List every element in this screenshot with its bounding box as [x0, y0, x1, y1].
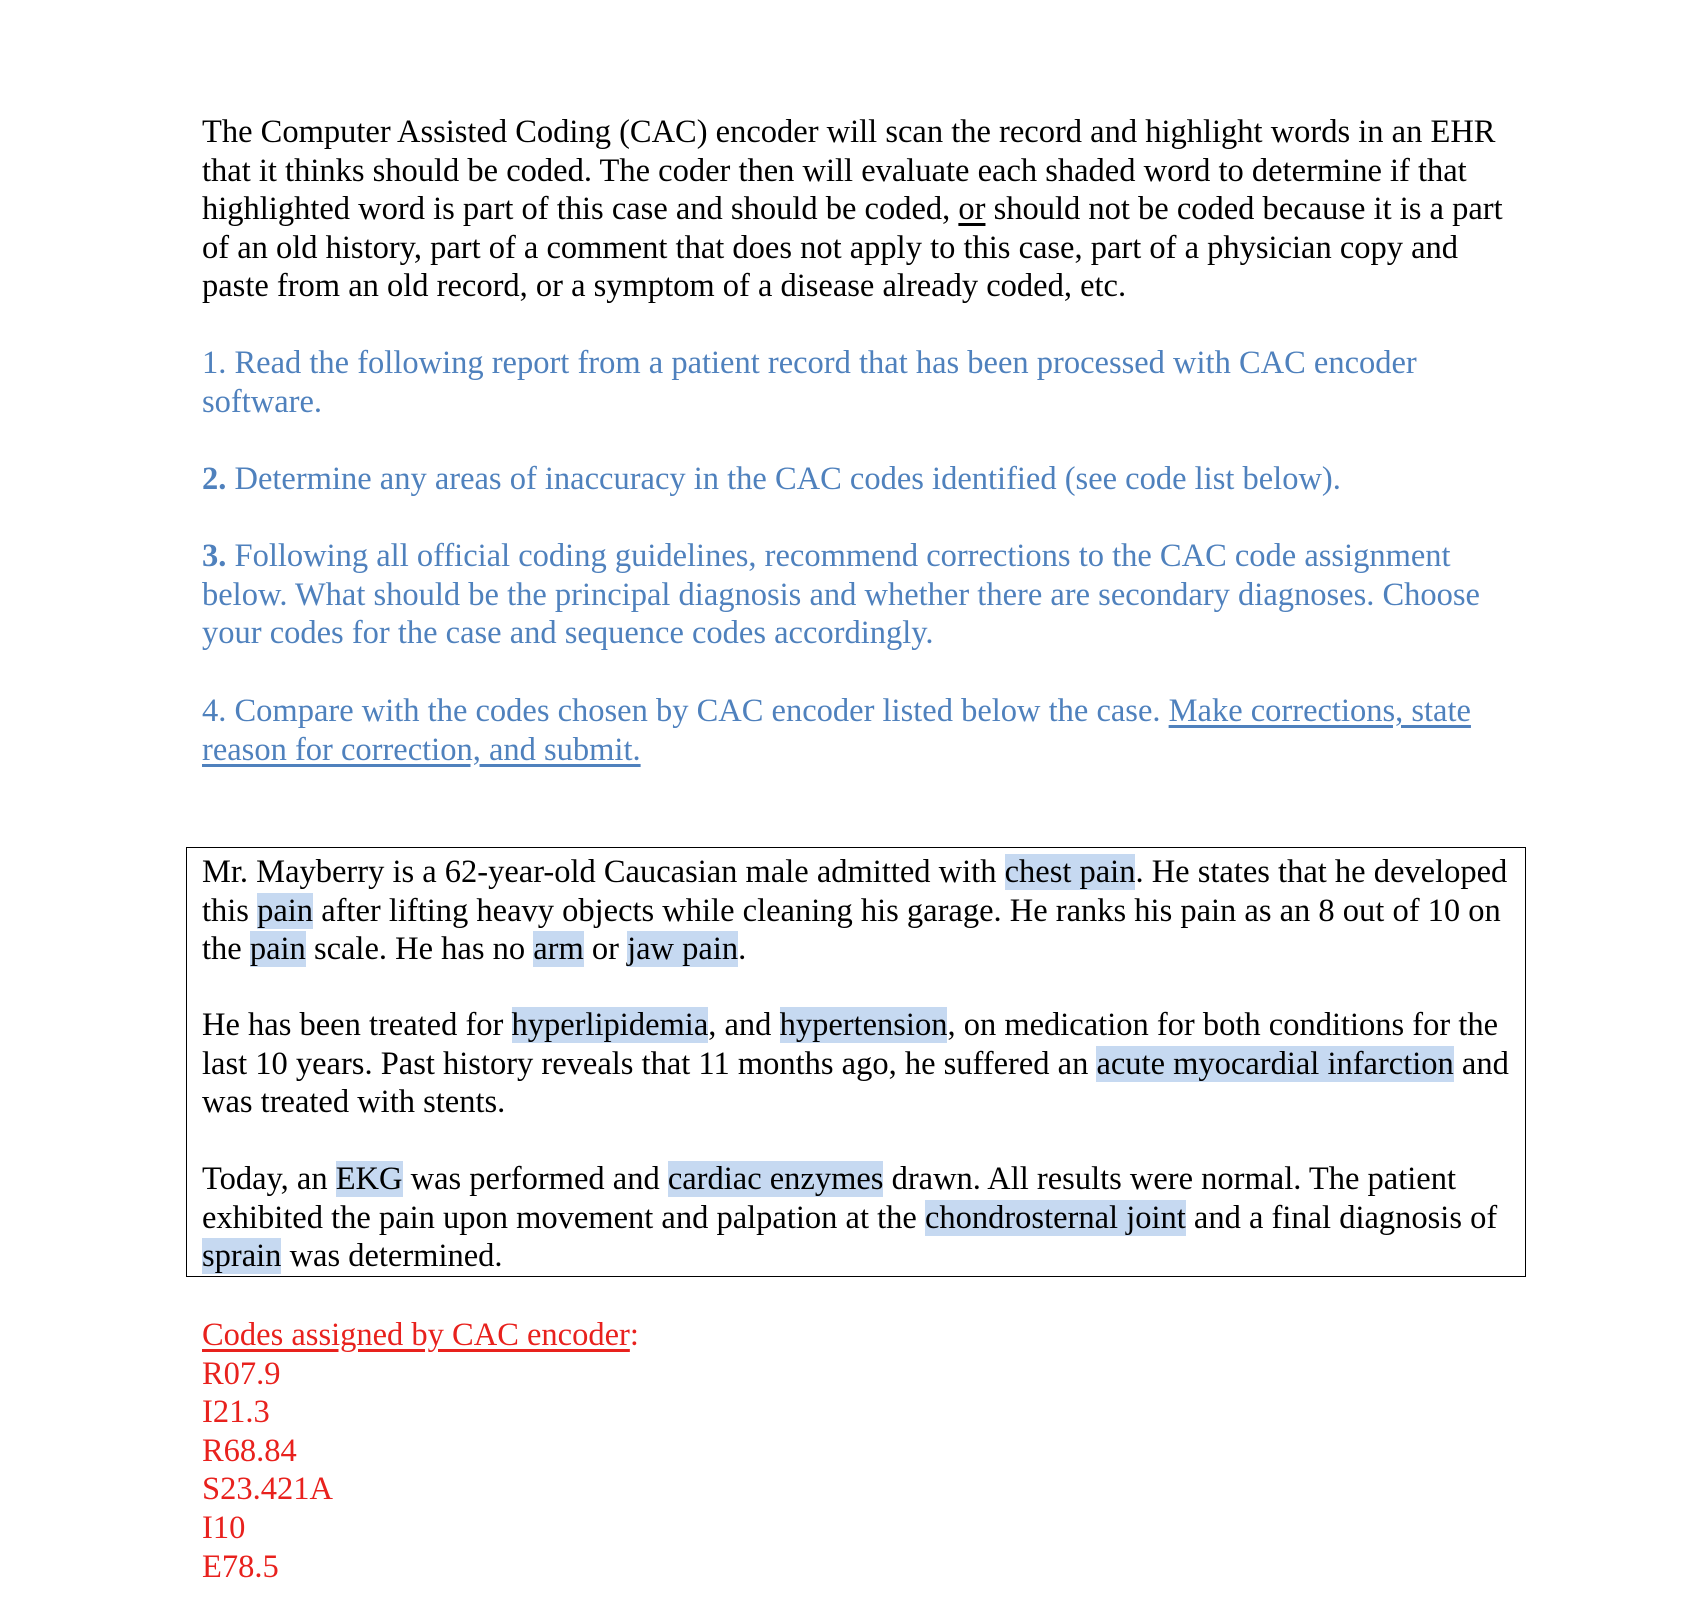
step-3-number: 3. — [202, 538, 227, 574]
case-text: was performed and — [402, 1161, 668, 1197]
step-2-number: 2. — [202, 461, 227, 497]
case-text: scale. He has no — [305, 931, 534, 968]
highlight-hypertension: hypertension — [779, 1007, 948, 1043]
case-text: Today, an — [202, 1161, 336, 1197]
highlight-chest-pain: chest pain — [1004, 854, 1136, 890]
case-text: after lifting heavy objects while cleaning his garage. He ranks his pain as an 8 out of 10 on the — [202, 892, 1501, 968]
case-paragraph-3 — [202, 1160, 1522, 1276]
highlight-jaw-pain: jaw pain — [627, 931, 739, 968]
case-paragraph-2 — [202, 1006, 1522, 1122]
cac-codes-section — [202, 1316, 639, 1586]
highlight-arm: arm — [533, 931, 584, 968]
code-item: I21.3 — [202, 1394, 270, 1431]
highlight-pain: pain — [257, 892, 314, 929]
case-text: was determined. — [281, 1238, 503, 1275]
instruction-step-1 — [202, 344, 1522, 421]
highlight-chondrosternal-joint: chondrosternal joint — [924, 1199, 1186, 1236]
case-text: . — [738, 931, 747, 968]
highlight-pain-scale: pain — [249, 931, 306, 968]
highlight-sprain: sprain — [202, 1238, 282, 1275]
intro-text-2: should not be coded because it is a part of an old history, part of a comment that does not apply to this case, part of a physician copy and paste from an old record, or a symptom of a disease already coded, etc. — [202, 191, 1503, 305]
highlight-hyperlipidemia: hyperlipidemia — [511, 1007, 709, 1043]
intro-paragraph — [202, 113, 1522, 306]
case-text: , and — [708, 1007, 780, 1043]
case-text: and a final diagnosis of — [1185, 1199, 1498, 1236]
step-3-text: Following all official coding guidelines, recommend corrections to the CAC code assignment below. What should be the principal diagnosis and whether there are secondary diagnoses. Choose your codes for the case and sequence codes accordingly. — [202, 538, 1480, 652]
instruction-step-3 — [202, 537, 1522, 653]
code-item: S23.421A — [202, 1471, 333, 1508]
step-2-text: Determine any areas of inaccuracy in the CAC codes identified (see code list below). — [226, 461, 1341, 497]
case-paragraph-1 — [202, 853, 1522, 969]
codes-heading-text: Codes assigned by CAC encoder — [202, 1317, 630, 1353]
step-4-underlined-instruction: Make corrections, state reason for correction, and submit. — [202, 693, 1471, 768]
code-item: R68.84 — [202, 1432, 297, 1469]
case-report-box — [186, 847, 1526, 1277]
instruction-step-4 — [202, 692, 1522, 769]
case-text: . He states that he developed this — [202, 854, 1508, 929]
case-text: , on medication for both conditions for the last 10 years. Past history reveals that 11 months ago, he suffered an — [202, 1007, 1499, 1082]
case-text: and was treated with stents. — [202, 1045, 1509, 1121]
code-item: R07.9 — [202, 1355, 281, 1392]
highlight-acute-myocardial-infarction: acute myocardial infarction — [1096, 1045, 1454, 1082]
code-item: E78.5 — [202, 1548, 279, 1585]
step-4-text: 4. Compare with the codes chosen by CAC encoder listed below the case. — [202, 693, 1169, 729]
code-item: I10 — [202, 1509, 246, 1546]
codes-heading-colon: : — [629, 1317, 639, 1353]
intro-or-underlined: or — [958, 191, 986, 228]
intro-text-1: The Computer Assisted Coding (CAC) encoder will scan the record and highlight words in an EHR that it thinks should be coded. The coder then will evaluate each shaded word to determine if that highlighted word is part of this case and should be coded, — [202, 114, 1496, 228]
highlight-ekg: EKG — [335, 1161, 403, 1197]
case-text: or — [583, 931, 628, 968]
step-1-text: 1. Read the following report from a patient record that has been processed with CAC encoder software. — [202, 345, 1417, 420]
case-text: Mr. Mayberry is a 62-year-old Caucasian male admitted with — [202, 854, 1005, 890]
codes-heading — [202, 1316, 639, 1355]
case-text: He has been treated for — [202, 1007, 512, 1043]
highlight-cardiac-enzymes: cardiac enzymes — [667, 1161, 884, 1197]
instruction-step-2 — [202, 460, 1522, 499]
case-text: drawn. All results were normal. The patient exhibited the pain upon movement and palpation at the — [202, 1161, 1456, 1236]
